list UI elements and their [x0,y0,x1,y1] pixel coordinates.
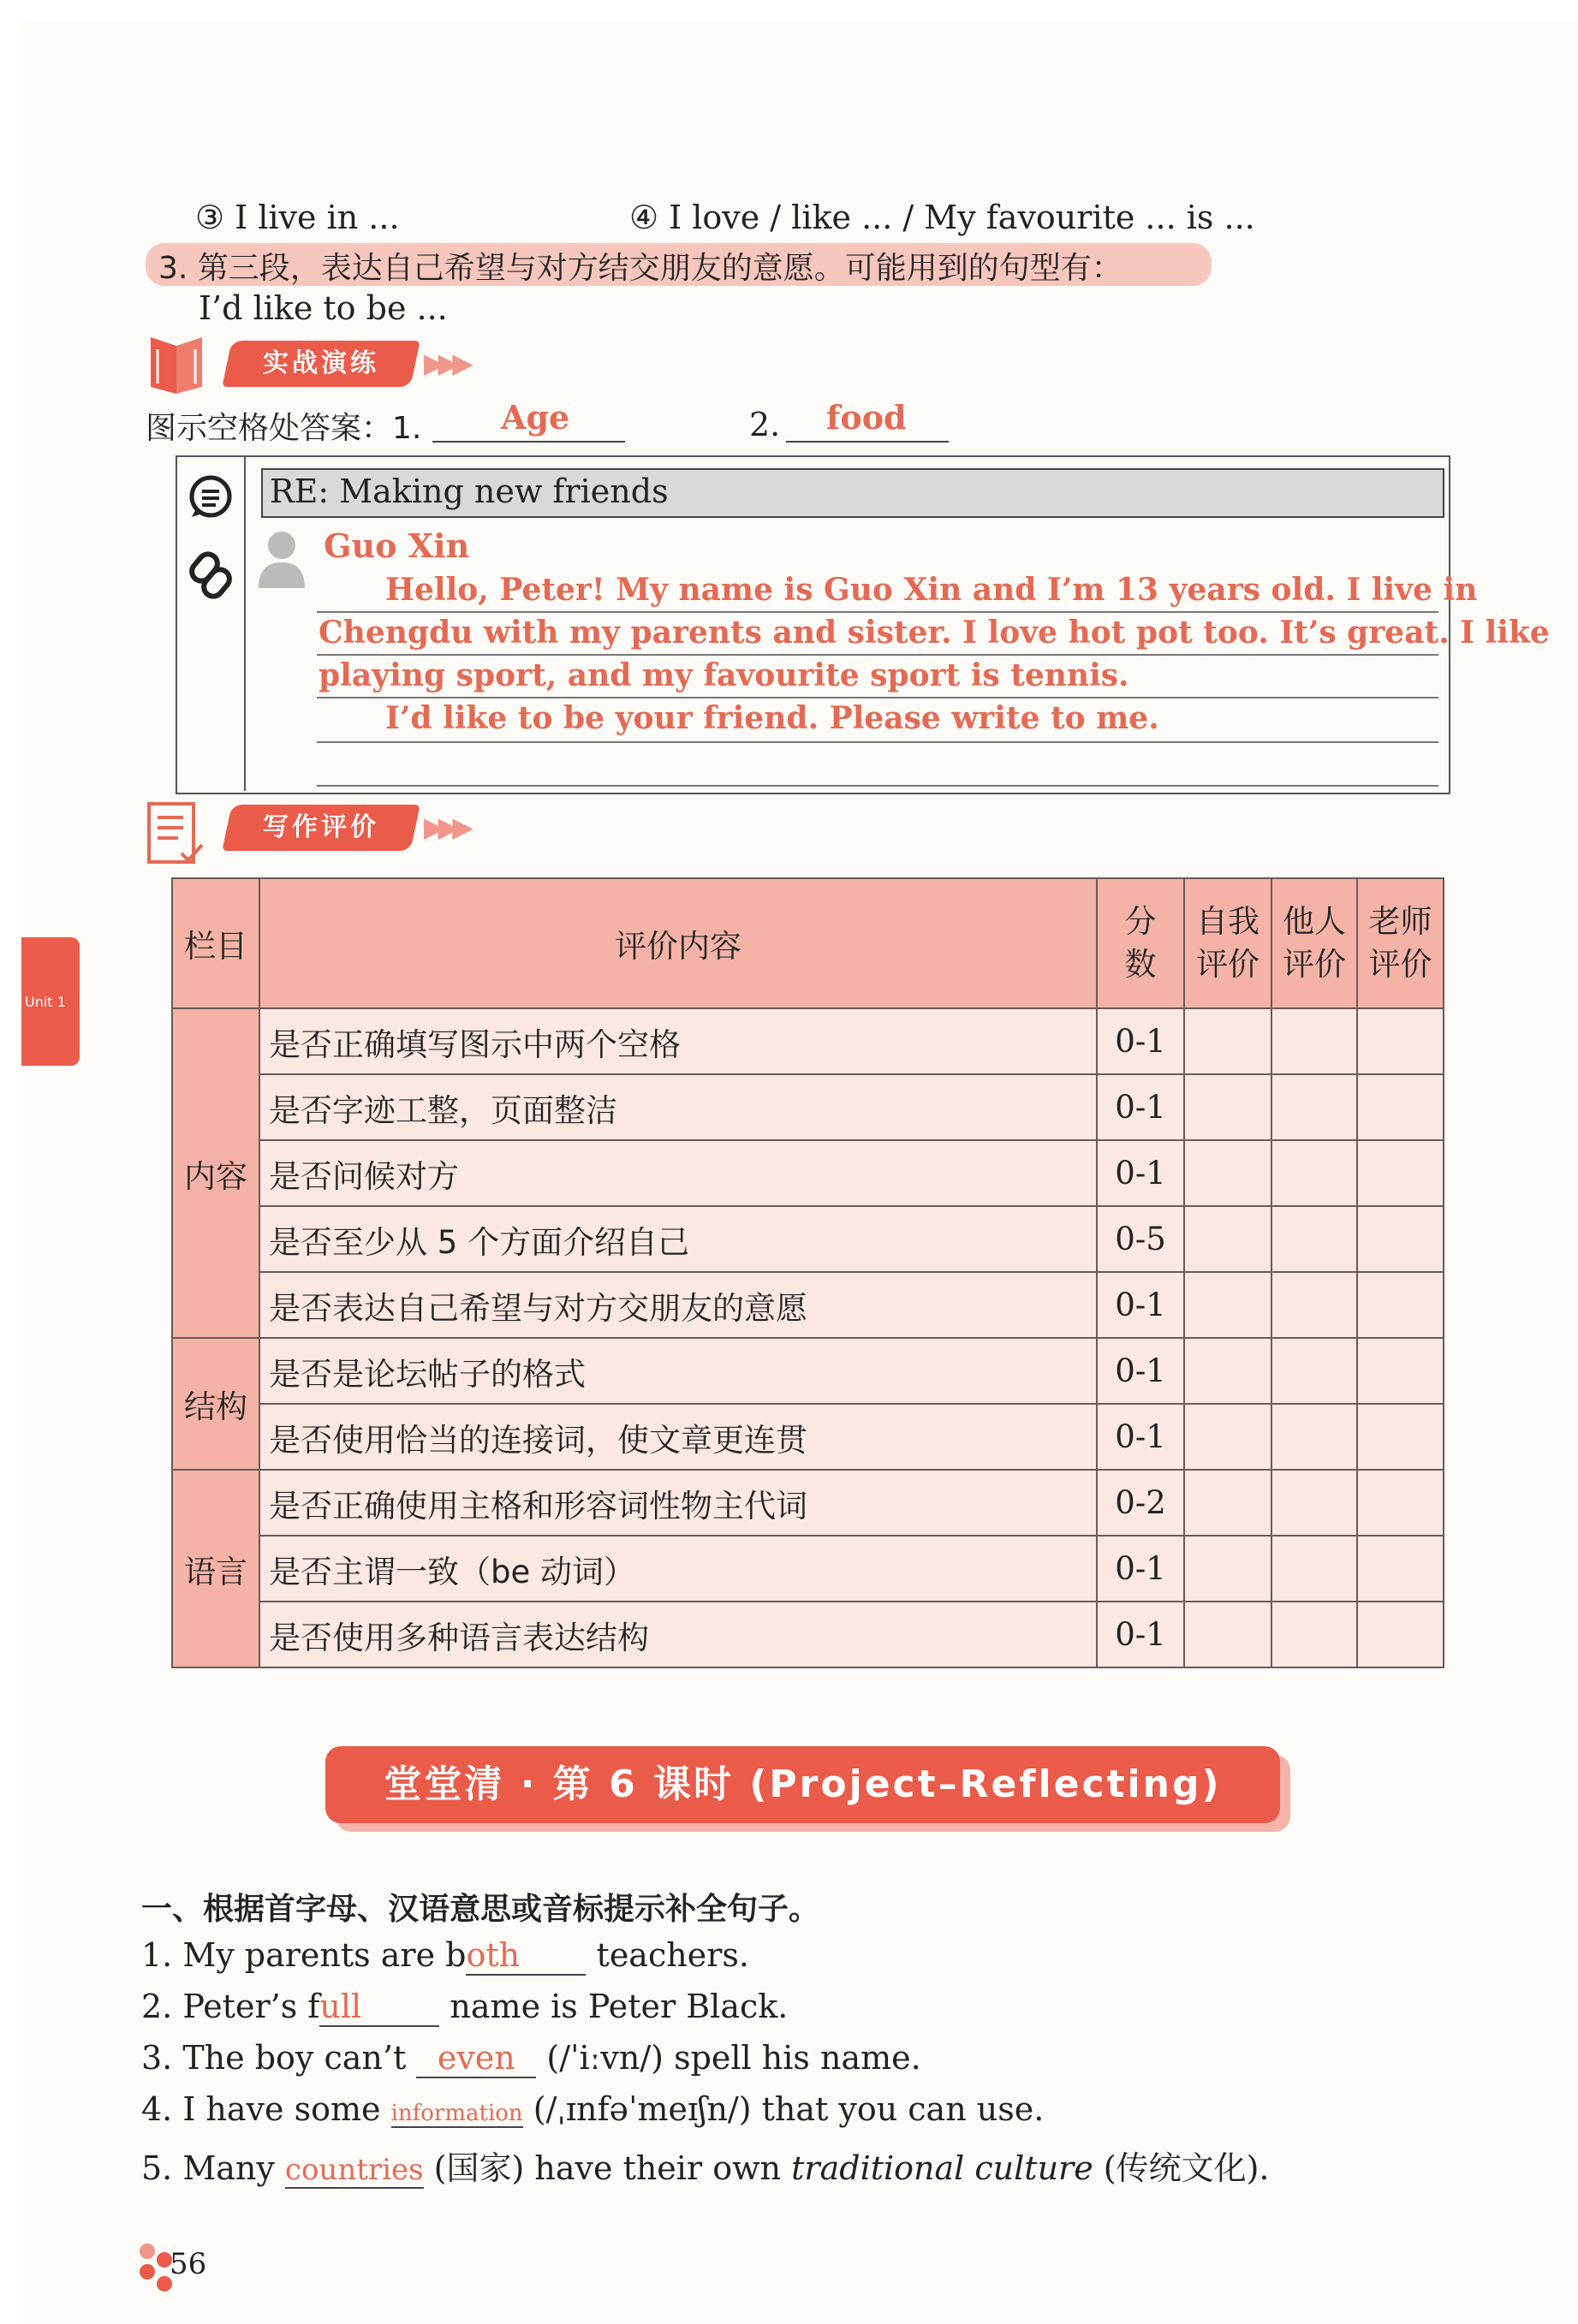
category-language: 语言 [172,1470,259,1667]
q3-answer[interactable]: even [416,2039,536,2078]
phrase-item-4: ④ I love / like ... / My favourite ... is ... [629,199,1255,236]
peer-eval-cell[interactable] [1271,1008,1357,1074]
self-eval-cell[interactable] [1184,1140,1271,1206]
answer-2-label: 2. [749,406,781,443]
teacher-eval-cell[interactable] [1357,1470,1444,1536]
peer-eval-cell[interactable] [1271,1536,1357,1602]
criterion: 是否表达自己希望与对方交朋友的意愿 [259,1272,1097,1338]
q5-mid: (国家) have their own [423,2149,792,2187]
peer-eval-cell[interactable] [1271,1470,1357,1536]
header-self: 自我 评价 [1184,878,1271,1008]
writing-rule-2 [317,654,1438,656]
teacher-eval-cell[interactable] [1357,1272,1444,1338]
table-header-row [172,878,1444,1008]
phrase-item-3: ③ I live in ... [195,199,400,236]
table-row [172,1140,1444,1206]
table-row [172,1272,1444,1338]
post-line-4: I’d like to be your friend. Please write to me. [385,700,1159,736]
teacher-eval-cell[interactable] [1357,1206,1444,1272]
peer-eval-cell[interactable] [1271,1206,1357,1272]
peer-eval-cell[interactable] [1271,1272,1357,1338]
criterion: 是否使用多种语言表达结构 [259,1602,1097,1667]
criterion: 是否至少从 5 个方面介绍自己 [259,1206,1097,1272]
q4-answer[interactable]: information [390,2101,523,2126]
answer-prompt: 图示空格处答案：1. [146,411,422,446]
post-line-1: Hello, Peter! My name is Guo Xin and I’m 13 years old. I live in [385,572,1478,608]
header-teacher: 老师 评价 [1357,878,1444,1008]
self-eval-cell[interactable] [1184,1404,1271,1470]
writing-rule-4 [317,741,1438,743]
score-range: 0-1 [1097,1536,1184,1602]
table-row [172,1470,1444,1536]
exercise-q3 [141,2039,921,2078]
score-range: 0-1 [1097,1008,1184,1074]
writing-rule-5 [317,785,1438,787]
criterion: 是否字迹工整，页面整洁 [259,1074,1097,1140]
q5-answer[interactable]: countries [284,2153,424,2187]
unit-side-tab [21,937,80,1066]
peer-eval-cell[interactable] [1271,1074,1357,1140]
peer-eval-cell[interactable] [1271,1338,1357,1404]
table-row [172,1536,1444,1602]
self-eval-cell[interactable] [1184,1536,1271,1602]
teacher-eval-cell[interactable] [1357,1140,1444,1206]
q3-text: 3. The boy can’t [141,2039,417,2077]
score-range: 0-1 [1097,1074,1184,1140]
header-category: 栏目 [172,878,259,1008]
exercise-q5 [141,2142,1270,2189]
exercise-q4 [141,2090,1044,2128]
score-range: 0-1 [1097,1272,1184,1338]
criterion: 是否正确使用主格和形容词性物主代词 [259,1470,1097,1536]
page-number: 56 [170,2247,207,2281]
teacher-eval-cell[interactable] [1357,1602,1444,1667]
lesson-banner: 堂堂清 · 第 6 课时 (Project–Reflecting) [325,1746,1280,1823]
score-range: 0-2 [1097,1470,1184,1536]
teacher-eval-cell[interactable] [1357,1338,1444,1404]
table-row [172,1008,1444,1074]
q5-tail: (传统文化). [1093,2149,1270,2187]
peer-eval-cell[interactable] [1271,1602,1357,1667]
table-row [172,1074,1444,1140]
forum-divider [244,457,246,791]
q5-text: 5. Many [141,2149,285,2187]
exercise-q2 [141,1988,788,2027]
chat-bubble-icon [187,473,235,520]
self-eval-cell[interactable] [1184,1338,1271,1404]
evaluation-form-icon [144,800,205,869]
score-range: 0-1 [1097,1602,1184,1667]
q4-text: 4. I have some [141,2090,391,2128]
teacher-eval-cell[interactable] [1357,1536,1444,1602]
header-peer: 他人 评价 [1271,878,1357,1008]
score-range: 0-5 [1097,1206,1184,1272]
teacher-eval-cell[interactable] [1357,1404,1444,1470]
self-eval-cell[interactable] [1184,1470,1271,1536]
self-eval-cell[interactable] [1184,1074,1271,1140]
criterion: 是否是论坛帖子的格式 [259,1338,1097,1404]
answer-2: food [826,398,907,437]
header-score: 分 数 [1097,878,1184,1008]
q1-tail: teachers. [586,1936,749,1974]
paragraph-3-instruction: 3. 第三段，表达自己希望与对方结交朋友的意愿。可能用到的句型有： [158,251,1122,286]
q2-answer[interactable]: ull [319,1988,439,2027]
table-row [172,1602,1444,1667]
q4-tail: (/ˌɪnfəˈmeɪʃn/) that you can use. [522,2090,1045,2128]
practice-ribbon: 实战演练 [222,341,420,387]
table-row [172,1338,1444,1404]
forum-subject: RE: Making new friends [270,473,669,510]
answer-blank-2 [786,441,949,443]
open-book-icon [146,334,207,395]
link-icon [187,548,235,603]
answer-blank-1 [432,441,625,443]
score-range: 0-1 [1097,1404,1184,1470]
exercise-heading: 一、根据首字母、汉语意思或音标提示补全句子。 [141,1892,820,1927]
arrows-decoration-2: ▶▶▶ [424,811,467,843]
criterion: 是否主谓一致（be 动词） [259,1536,1097,1602]
teacher-eval-cell[interactable] [1357,1074,1444,1140]
table-row [172,1206,1444,1272]
self-eval-cell[interactable] [1184,1602,1271,1667]
self-eval-cell[interactable] [1184,1206,1271,1272]
teacher-eval-cell[interactable] [1357,1008,1444,1074]
answer-1: Age [501,398,570,437]
arrows-decoration: ▶▶▶ [424,347,467,379]
criterion: 是否使用恰当的连接词，使文章更连贯 [259,1404,1097,1470]
header-content: 评价内容 [259,878,1097,1008]
peer-eval-cell[interactable] [1271,1140,1357,1206]
forum-username: Guo Xin [324,526,470,565]
sentence-pattern: I’d like to be ... [199,289,448,327]
writing-rule-1 [317,611,1438,613]
writing-rule-3 [317,697,1438,698]
avatar-icon [255,526,308,588]
score-range: 0-1 [1097,1338,1184,1404]
category-structure: 结构 [172,1338,259,1470]
peer-eval-cell[interactable] [1271,1404,1357,1470]
q1-text: 1. My parents are b [141,1936,467,1974]
category-content: 内容 [172,1008,259,1338]
evaluation-table [171,877,1443,1665]
criterion: 是否正确填写图示中两个空格 [259,1008,1097,1074]
q3-tail: (/ˈiːvn/) spell his name. [536,2039,921,2077]
criterion: 是否问候对方 [259,1140,1097,1206]
post-line-2: Chengdu with my parents and sister. I love hot pot too. It’s great. I like [319,615,1550,651]
table-row [172,1404,1444,1470]
self-eval-cell[interactable] [1184,1008,1271,1074]
evaluation-ribbon: 写作评价 [222,805,420,851]
q2-tail: name is Peter Black. [439,1988,789,2025]
q2-text: 2. Peter’s f [141,1988,320,2025]
unit-side-tab-label: Unit 1 [25,994,66,1010]
q1-answer[interactable]: oth [466,1936,586,1976]
self-eval-cell[interactable] [1184,1272,1271,1338]
score-range: 0-1 [1097,1140,1184,1206]
q5-italic: traditional culture [791,2149,1093,2187]
exercise-q1 [141,1936,749,1976]
post-line-3: playing sport, and my favourite sport is tennis. [319,657,1129,693]
